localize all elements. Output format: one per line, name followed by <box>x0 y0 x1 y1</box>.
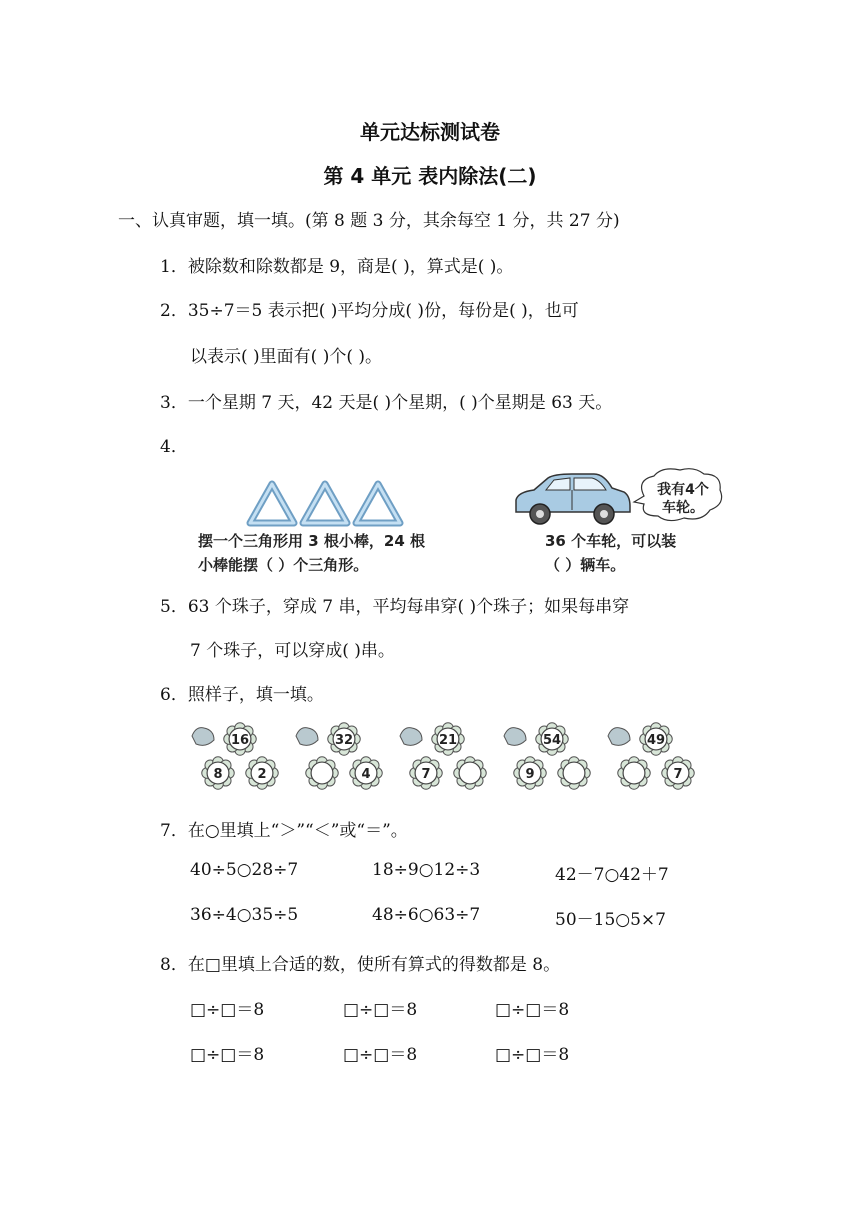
car-icon <box>512 470 632 528</box>
flower-dividend <box>432 723 464 755</box>
question-4-number: 4． <box>160 437 188 457</box>
page-subtitle: 第 4 单元 表内除法(二) <box>323 164 537 188</box>
q4-right-caption-2: （ ）辆车。 <box>545 556 626 574</box>
flower-dividend-value: 32 <box>334 733 354 748</box>
division-flowers <box>190 722 710 792</box>
bubble-line-1: 我有4个 <box>657 482 709 498</box>
question-6: 6．照样子，填一填。 <box>160 685 324 705</box>
flower-quotient-value: 2 <box>257 767 267 782</box>
flower-divisor <box>202 757 234 789</box>
flower-divisor-value: 9 <box>525 767 535 782</box>
q8-item-5: □÷□＝8 <box>343 1045 418 1065</box>
q7-item-6: 50－15○5×7 <box>555 910 666 930</box>
stick-triangle <box>303 484 347 523</box>
q7-item-2: 18÷9○12÷3 <box>372 860 481 880</box>
triangles-illustration <box>245 478 415 528</box>
q8-item-6: □÷□＝8 <box>495 1045 570 1065</box>
q7-item-1: 40÷5○28÷7 <box>190 860 299 880</box>
question-3: 3．一个星期 7 天，42 天是( )个星期，( )个星期是 63 天。 <box>160 393 613 413</box>
flower-dividend <box>224 723 256 755</box>
q7-item-5: 48÷6○63÷7 <box>372 905 481 925</box>
flower-quotient-value: 7 <box>673 767 683 782</box>
bird-icon <box>296 728 318 746</box>
flower-divisor <box>618 757 650 789</box>
flower-dividend <box>328 723 360 755</box>
question-5-line-2: 7 个珠子，可以穿成( )串。 <box>190 641 395 661</box>
bubble-line-2: 车轮。 <box>662 500 704 516</box>
question-1: 1．被除数和除数都是 9，商是( )，算式是( )。 <box>160 257 514 277</box>
question-8: 8．在□里填上合适的数，使所有算式的得数都是 8。 <box>160 955 561 975</box>
flower-divisor <box>410 757 442 789</box>
q4-left-caption-2: 小棒能摆（ ）个三角形。 <box>198 556 369 574</box>
question-2-line-2: 以表示( )里面有( )个( )。 <box>190 347 383 367</box>
bird-icon <box>400 728 422 746</box>
question-7: 7．在○里填上“＞”“＜”或“＝”。 <box>160 821 408 841</box>
section-heading: 一、认真审题，填一填。(第 8 题 3 分，其余每空 1 分，共 27 分) <box>118 211 620 231</box>
bird-icon <box>504 728 526 746</box>
bird-icon <box>192 728 214 746</box>
flower-divisor-value: 7 <box>421 767 431 782</box>
q4-left-caption-1: 摆一个三角形用 3 根小棒，24 根 <box>198 532 425 550</box>
flower-quotient <box>246 757 278 789</box>
flower-quotient-value: 4 <box>361 767 371 782</box>
flower-quotient <box>662 757 694 789</box>
q8-item-2: □÷□＝8 <box>343 1000 418 1020</box>
q4-bubble-text <box>648 481 718 517</box>
flower-dividend-value: 49 <box>646 733 666 748</box>
stick-triangle <box>356 484 400 523</box>
flower-quotient <box>558 757 590 789</box>
flower-dividend-value: 54 <box>542 733 562 748</box>
flower-divisor-value: 8 <box>213 767 223 782</box>
flower-quotient <box>350 757 382 789</box>
page-title: 单元达标测试卷 <box>360 120 500 144</box>
flower-dividend-value: 21 <box>438 733 458 748</box>
q4-right-caption-1: 36 个车轮，可以装 <box>545 532 677 550</box>
flower-dividend <box>536 723 568 755</box>
q7-item-3: 42－7○42＋7 <box>555 865 669 885</box>
question-2-line-1: 2．35÷7＝5 表示把( )平均分成( )份，每份是( )，也可 <box>160 301 579 321</box>
bird-icon <box>608 728 630 746</box>
q8-item-3: □÷□＝8 <box>495 1000 570 1020</box>
flower-dividend-value: 16 <box>230 733 250 748</box>
q8-item-1: □÷□＝8 <box>190 1000 265 1020</box>
stick-triangle <box>250 484 294 523</box>
question-5-line-1: 5．63 个珠子，穿成 7 串，平均每串穿( )个珠子；如果每串穿 <box>160 597 630 617</box>
flower-dividend <box>640 723 672 755</box>
flower-quotient <box>454 757 486 789</box>
q7-item-4: 36÷4○35÷5 <box>190 905 299 925</box>
flower-divisor <box>514 757 546 789</box>
q8-item-4: □÷□＝8 <box>190 1045 265 1065</box>
flower-divisor <box>306 757 338 789</box>
